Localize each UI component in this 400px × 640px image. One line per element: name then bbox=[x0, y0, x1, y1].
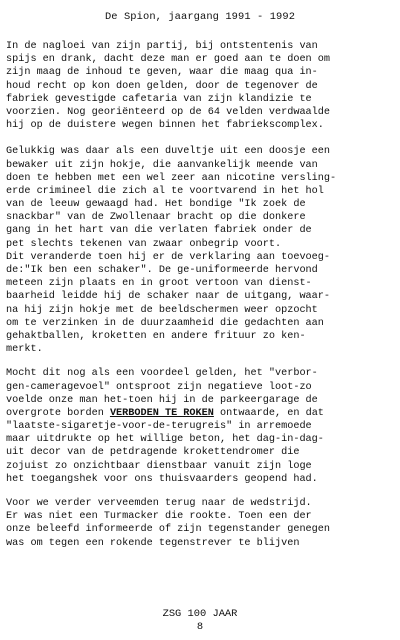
page-title: De Spion, jaargang 1991 - 1992 bbox=[104, 11, 296, 23]
text-line: fabriek gevestigde cafetaria van zijn klandizie te bbox=[6, 93, 312, 105]
article-body bbox=[6, 40, 398, 550]
page-number: 8 bbox=[196, 621, 204, 633]
text-line: In de nagloei van zijn partij, bij ontstentenis van bbox=[6, 41, 318, 52]
text-line: gen-cameragevoel" ontsproot zijn negatieve loot-zo bbox=[6, 381, 312, 393]
text-line: zijn maag de inhoud te geven, waar die maag qua in- bbox=[6, 67, 318, 79]
paragraph-4 bbox=[6, 497, 398, 550]
text-line: om te verzinken in de duurzaamheid die gedachten aan bbox=[6, 317, 324, 329]
text-line: pet slechts tekenen van zwaar onbegrip voort. bbox=[6, 238, 282, 250]
text-line: spijs en drank, dacht deze man er goed aan te doen om bbox=[6, 54, 331, 66]
text-line: baarheid leidde hij de schaker naar de uitgang, waar- bbox=[6, 291, 331, 303]
text-line: gehaktballen, kroketten en andere frituur zo ken- bbox=[6, 330, 306, 342]
text-line: erde crimineel die zich al te voortvarend in het hol bbox=[6, 185, 324, 197]
emphasized-sign-text: VERBODEN TE ROKEN bbox=[109, 407, 214, 419]
text-line: Mocht dit nog als een voordeel gelden, het "verbor- bbox=[6, 368, 318, 380]
text-segment: overgrote borden bbox=[6, 407, 110, 419]
text-line: Er was niet een Turmacker die rookte. Toen een der bbox=[6, 511, 312, 523]
text-segment: ontwaarde, en dat bbox=[213, 407, 324, 419]
text-line: na hij zijn hokje met de beeldschermen weer opzocht bbox=[6, 304, 318, 316]
text-line: snackbar" van de Zwollenaar bracht op die donkere bbox=[6, 212, 306, 224]
text-line: het toegangshek voor ons thuisvaarders geopend had. bbox=[6, 473, 318, 485]
paragraph-2 bbox=[6, 145, 398, 356]
text-line: doen te hebben met een wel zeer aan nicotine versling- bbox=[6, 172, 337, 184]
text-line: voelde onze man het-toen hij in de parkeergarage de bbox=[6, 394, 318, 406]
text-line: Dit veranderde toen hij er de verklaring aan toevoeg- bbox=[6, 251, 331, 263]
text-line: onze beleefd informeerde of zijn tegenstander genegen bbox=[6, 524, 331, 536]
text-line-with-emphasis bbox=[6, 407, 398, 420]
text-line: van de leeuw gewaagd had. Het bondige "Ik zoek de bbox=[6, 199, 306, 211]
text-line: houd recht op kon doen gelden, door de tegenover de bbox=[6, 80, 318, 92]
text-line: merkt. bbox=[6, 344, 43, 356]
text-line: voorzien. Nog georiënteerd op de 64 velden verdwaalde bbox=[6, 106, 331, 118]
page-footer: ZSG 100 JAAR bbox=[162, 608, 238, 620]
paragraph-3 bbox=[6, 367, 398, 486]
text-line: maar uitdrukte op het willige beton, het dag-in-dag- bbox=[6, 434, 324, 446]
text-line: de:"Ik ben een schaker". De ge-uniformeerde hervond bbox=[6, 265, 318, 276]
text-line: Voor we verder verveemden terug naar de wedstrijd. bbox=[6, 498, 312, 509]
text-line: uit decor van de petdragende krokettendromer die bbox=[6, 447, 300, 459]
text-line: hij op de duistere wegen binnen het fabriekscomplex. bbox=[6, 120, 324, 132]
text-line: bewaker uit zijn hokje, die aanvankelijk meende van bbox=[6, 159, 318, 171]
text-line: gang in het hart van die verlaten fabriek onder de bbox=[6, 225, 312, 237]
text-line: "laatste-sigaretje-voor-de-terugreis" in arremoede bbox=[6, 421, 312, 433]
text-line: Gelukkig was daar als een duveltje uit een doosje een bbox=[6, 146, 331, 158]
paragraph-1 bbox=[6, 40, 398, 132]
text-line: meteen zijn plaats en in groot vertoon van dienst- bbox=[6, 278, 312, 290]
text-line: was om tegen een rokende tegenstrever te blijven bbox=[6, 537, 300, 549]
text-line: zojuist zo onzichtbaar dienstbaar vanuit zijn loge bbox=[6, 460, 312, 472]
